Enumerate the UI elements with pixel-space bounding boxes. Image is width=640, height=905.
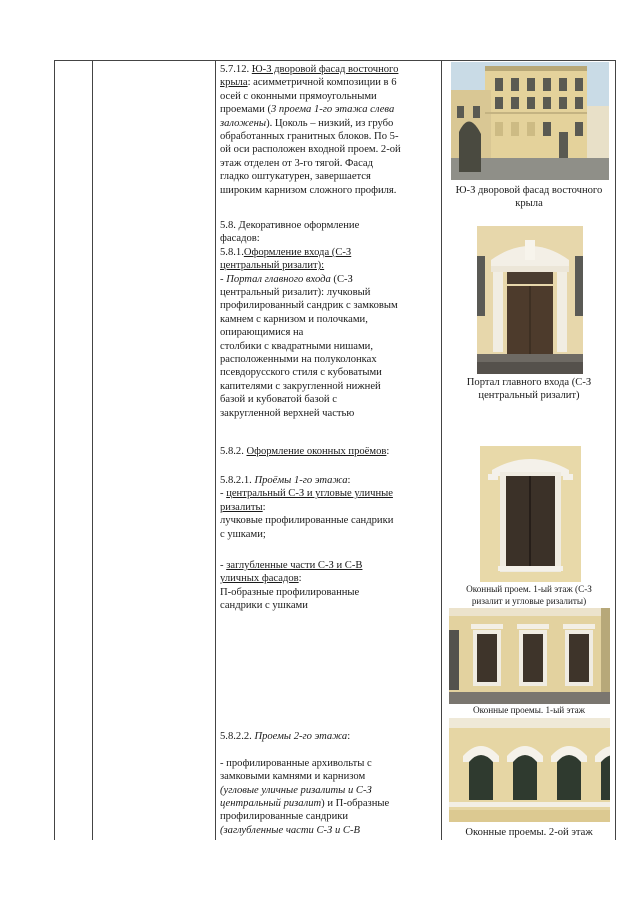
caption-photo4: Оконные проемы. 1-ый этаж xyxy=(472,705,586,715)
table-border-left xyxy=(54,60,55,840)
text-block-5-8-2-1b: - заглубленные части С-З и С-В уличных фасадов: П-образные профилированные сандрики с ушками xyxy=(220,560,363,612)
photo-main-entrance xyxy=(477,226,583,374)
table-border-top xyxy=(54,60,616,61)
caption-photo1: Ю-З дворовой фасад восточного крыла xyxy=(455,185,603,209)
photo-courtyard-facade xyxy=(451,62,609,180)
photo-windows-first-floor-row xyxy=(449,608,610,704)
caption-photo5: Оконные проемы. 2-ой этаж xyxy=(465,827,593,838)
photo-windows-second-floor xyxy=(449,718,610,822)
table-border-right xyxy=(615,60,616,840)
table-border-col2 xyxy=(215,60,216,840)
text-block-5-8-2-1: 5.8.2.1. Проёмы 1-го этажа: - центральный С-З и угловые уличные ризалиты: лучковые профилированные сандрики с ушками; xyxy=(220,475,394,540)
text-block-5-8-2-2: 5.8.2.2. Проемы 2-го этажа: - профилированные архивольты с замковыми камнями и карнизом (угловые уличные ризалиты и С-З центральный ризалит) и П-образные профилированные сандрики (заглубленные части С-З и С-В xyxy=(220,731,390,836)
section-title: Ю-З дворовой фасад восточного xyxy=(251,64,399,75)
text-block-5-7-12: 5.7.12. Ю-З дворовой фасад восточного крыла: асимметричной композиции в 6 осей с оконными прямоугольными проемами (3 проема 1-го этажа слева заложены). Цоколь – низкий, из грубо обработанных гранитных блоков. По 5- ой оси расположен входной проем. 2-ой этаж отделен от 3-го тягой. Фасад гладко оштукатурен, завершается широким карнизом сложного профиля. xyxy=(220,64,401,196)
table-border-col3 xyxy=(441,60,442,840)
text-block-5-8: 5.8. Декоративное оформление фасадов: 5.8.1.Оформление входа (С-З центральный ризалит): - Портал главного входа (С-З центральный ризалит): лучковый профилированный сандрик с замковым камнем с карнизом и полочками, опирающимися на столбики с квадратными нишами, расположенными на полуколонках псевдорусского стиля с кубоватыми капителями с закругленной нижней базой и кубоватой базой с закругленной верхней частью xyxy=(220,220,398,419)
table-border-col1 xyxy=(92,60,93,840)
photo-window-first-floor xyxy=(480,446,581,582)
text-block-5-8-2-heading: 5.8.2. Оформление оконных проёмов: xyxy=(220,446,390,457)
caption-photo2: Портал главного входа (С-З центральный ризалит) xyxy=(466,377,592,401)
caption-photo3: Оконный проем. 1-ый этаж (С-З ризалит и угловые ризалиты) xyxy=(466,584,592,606)
